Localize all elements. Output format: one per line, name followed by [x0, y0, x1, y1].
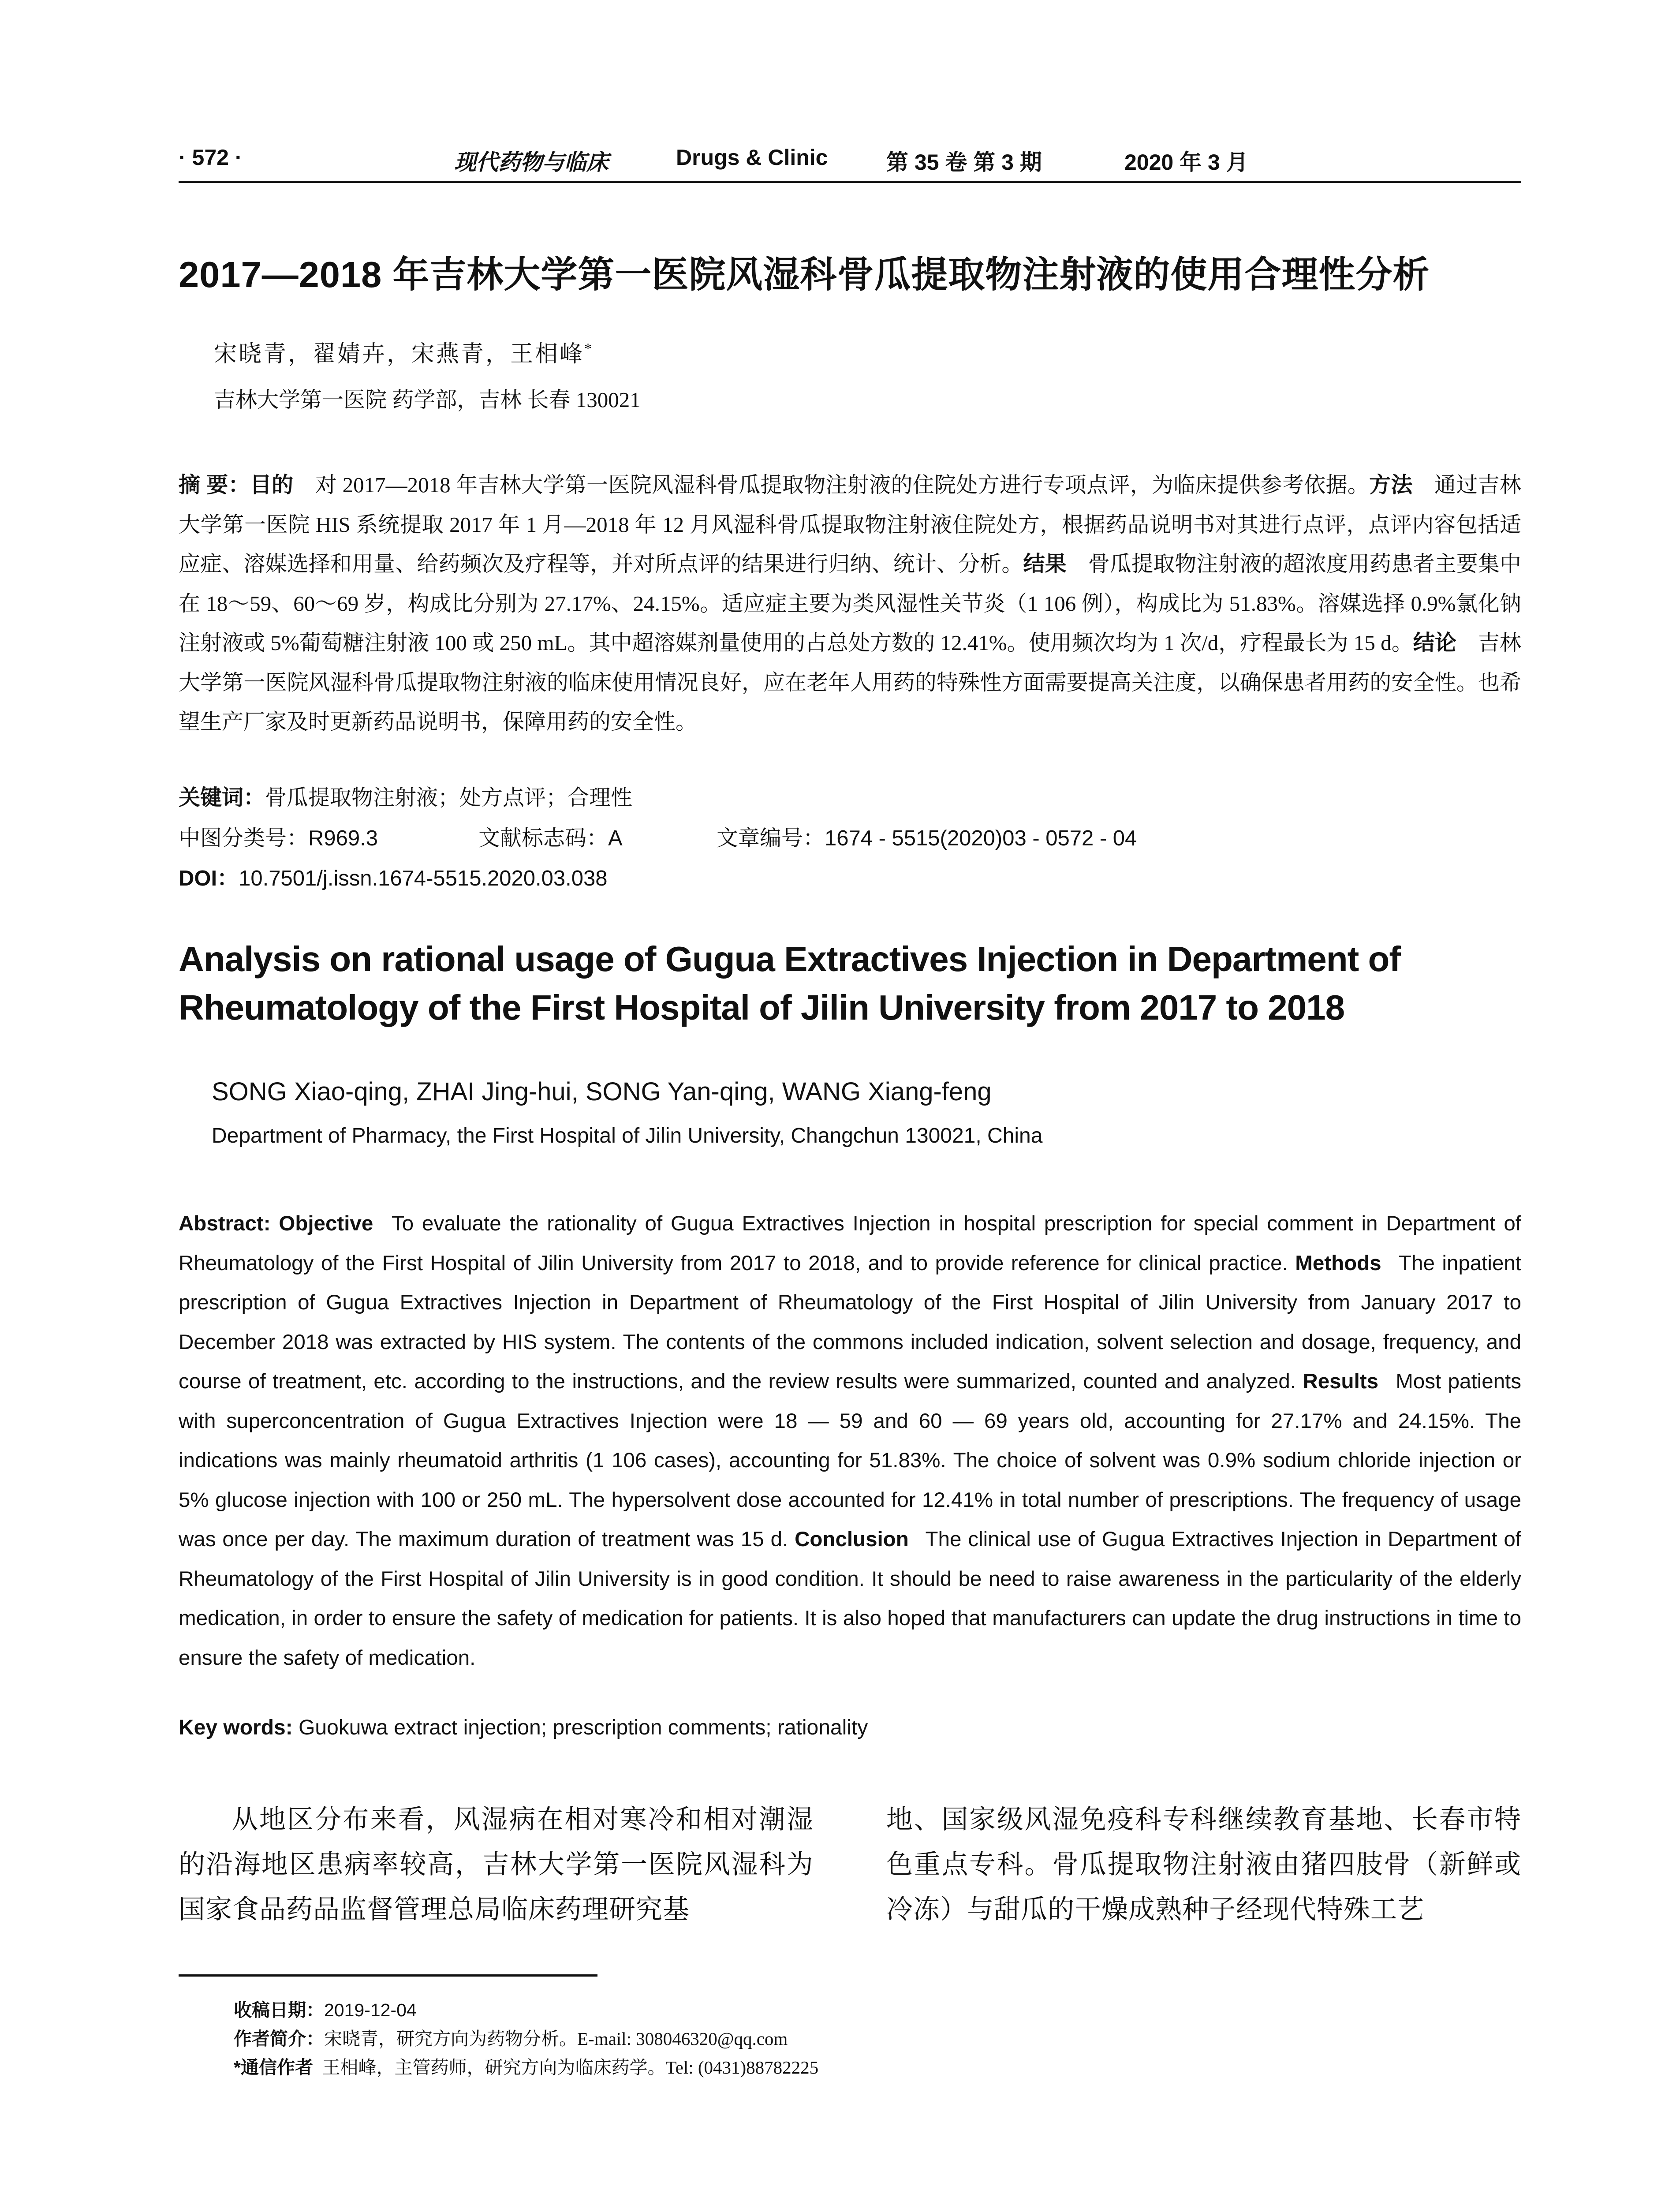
- corresponding-info: 王相峰，主管药师，研究方向为临床药学。Tel: (0431)88782225: [322, 2057, 819, 2078]
- received-date: 2019-12-04: [324, 2000, 417, 2020]
- methods-text-en: The inpatient prescription of Gugua Extractives Injection in Department of Rheumatology of the First Hospital of Jilin University from January 2017 to December 2018 was extracted by HIS system. The contents of the commons included indication, solvent selection and dosage, frequency, and course of treatment, etc. according to the instructions, and the review results were summarized, counted and analyzed.: [179, 1251, 1522, 1393]
- document-code: 文献标志码：A: [478, 826, 623, 850]
- footnote-corresponding: [234, 2053, 818, 2079]
- title-cn: 2017—2018 年吉林大学第一医院风湿科骨瓜提取物注射液的使用合理性分析: [179, 254, 1430, 295]
- keywords-en-label: Key words:: [179, 1716, 293, 1739]
- keywords-en-text: Guokuwa extract injection; prescription comments; rationality: [299, 1716, 868, 1739]
- abstract-en-label: Abstract:: [179, 1212, 271, 1235]
- methods-text-cn: 通过吉林大学第一医院 HIS 系统提取 2017 年 1 月—2018 年 12 月风湿科骨瓜提取物注射液住院处方，根据药品说明书对其进行点评，点评内容包括适应症、溶媒选择和用量、给药频次及疗程等，并对所点评的结果进行归纳、统计、分析。: [179, 473, 1521, 576]
- footnote-divider: [179, 1974, 597, 1977]
- clc-number: 中图分类号：R969.3: [179, 826, 378, 850]
- journal-name-cn: 现代药物与临床: [454, 149, 609, 175]
- objective-label-en: Objective: [279, 1212, 373, 1235]
- body-column-right: 地、国家级风湿免疫科专科继续教育基地、长春市特色重点专科。骨瓜提取物注射液由猪四肢骨（新鲜或冷冻）与甜瓜的干燥成熟种子经现代特殊工艺: [886, 1805, 1521, 1924]
- body-column-left: 从地区分布来看，风湿病在相对寒冷和相对潮湿的沿海地区患病率较高，吉林大学第一医院风湿科为国家食品药品监督管理总局临床药理研究基: [179, 1805, 814, 1924]
- objective-label-cn: 目的: [250, 473, 294, 497]
- affiliation-cn: 吉林大学第一医院 药学部，吉林 长春 130021: [214, 388, 641, 412]
- keywords-cn: [179, 781, 632, 811]
- journal-name-en: Drugs & Clinic: [676, 145, 828, 170]
- keywords-cn-label: 关键词：: [179, 786, 265, 810]
- title-en: Analysis on rational usage of Gugua Extractives Injection in Department of Rheumatology of the First Hospital of Jilin University from 2017 to 2018: [179, 939, 1401, 1027]
- doi-label: DOI：: [179, 867, 239, 890]
- results-text-cn: 骨瓜提取物注射液的超浓度用药患者主要集中在 18～59、60～69 岁，构成比分别为 27.17%、24.15%。适应症主要为类风湿性关节炎（1 106 例），构成比为 51.83%。溶媒选择 0.9%氯化钠注射液或 5%葡萄糖注射液 100 或 250 mL。其中超溶媒剂量使用的占总处方数的 12.41%。使用频次均为 1 次/d，疗程最长为 15 d。: [179, 552, 1521, 655]
- running-header: [179, 140, 1521, 183]
- keywords-en: [179, 1715, 868, 1740]
- results-text-en: Most patients with superconcentration of Gugua Extractives Injection were 18 — 59 and 60 — 69 years old, accounting for 27.17% and 24.15%. The indications was mainly rheumatoid arthritis (1 106 cases), accounting for 51.83%. The choice of solvent was 0.9% sodium chloride injection or 5% glucose injection with 100 or 250 mL. The hypersolvent dose accounted for 12.41% in total number of prescriptions. The frequency of usage was once per day. The maximum duration of treatment was 15 d.: [179, 1370, 1521, 1551]
- doi: [179, 861, 608, 892]
- abstract-en: [179, 1204, 1521, 1678]
- conclusion-label-cn: 结论: [1413, 631, 1456, 655]
- results-label-cn: 结果: [1023, 552, 1067, 576]
- author-info: 宋晓青，研究方向为药物分析。E-mail: 308046320@qq.com: [324, 2029, 788, 2049]
- corresponding-mark: *: [584, 340, 594, 357]
- methods-label-en: Methods: [1295, 1251, 1381, 1275]
- conclusion-label-en: Conclusion: [795, 1528, 909, 1551]
- abstract-cn: [179, 465, 1521, 741]
- volume-issue: 第 35 卷 第 3 期: [886, 150, 1042, 175]
- conclusion-text-cn: 吉林大学第一医院风湿科骨瓜提取物注射液的临床使用情况良好，应在老年人用药的特殊性方面需要提高关注度，以确保患者用药的安全性。也希望生产厂家及时更新药品说明书，保障用药的安全性。: [179, 631, 1521, 734]
- page-number: · 572 ·: [179, 145, 243, 170]
- conclusion-text-en: The clinical use of Gugua Extractives Injection in Department of Rheumatology of the First Hospital of Jilin University is in good condition. It should be need to raise awareness in the particularity of the elderly medication, in order to ensure the safety of medication for patients. It is also hoped that manufacturers can update the drug instructions in time to ensure the safety of medication.: [179, 1528, 1522, 1670]
- received-label: 收稿日期：: [234, 2000, 324, 2020]
- authors-en: SONG Xiao-qing, ZHAI Jing-hui, SONG Yan-qing, WANG Xiang-feng: [212, 1077, 992, 1106]
- doi-value: 10.7501/j.issn.1674-5515.2020.03.038: [239, 867, 608, 890]
- objective-text-cn: 对 2017—2018 年吉林大学第一医院风湿科骨瓜提取物注射液的住院处方进行专项点评，为临床提供参考依据。: [315, 473, 1370, 497]
- corresponding-label: *通信作者: [234, 2057, 313, 2078]
- author-info-label: 作者简介：: [234, 2029, 324, 2049]
- affiliation-en: Department of Pharmacy, the First Hospital of Jilin University, Changchun 130021, China: [212, 1124, 1043, 1147]
- footnote-author: [234, 2024, 788, 2050]
- abstract-cn-label: 摘 要：: [179, 473, 250, 497]
- authors-cn: [214, 335, 594, 368]
- footnote-received: [234, 1996, 417, 2022]
- results-label-en: Results: [1303, 1370, 1379, 1393]
- article-number: 文章编号：1674 - 5515(2020)03 - 0572 - 04: [717, 826, 1137, 850]
- keywords-cn-text: 骨瓜提取物注射液；处方点评；合理性: [265, 785, 633, 810]
- issue-date: 2020 年 3 月: [1124, 150, 1248, 175]
- authors-cn-names: 宋晓青，翟婧卉，宋燕青，王相峰: [214, 342, 585, 367]
- methods-label-cn: 方法: [1369, 473, 1413, 497]
- objective-text-en: To evaluate the rationality of Gugua Extractives Injection in hospital prescription for special comment in Department of Rheumatology of the First Hospital of Jilin University from 2017 to 2018, and to provide reference for clinical practice.: [179, 1212, 1521, 1275]
